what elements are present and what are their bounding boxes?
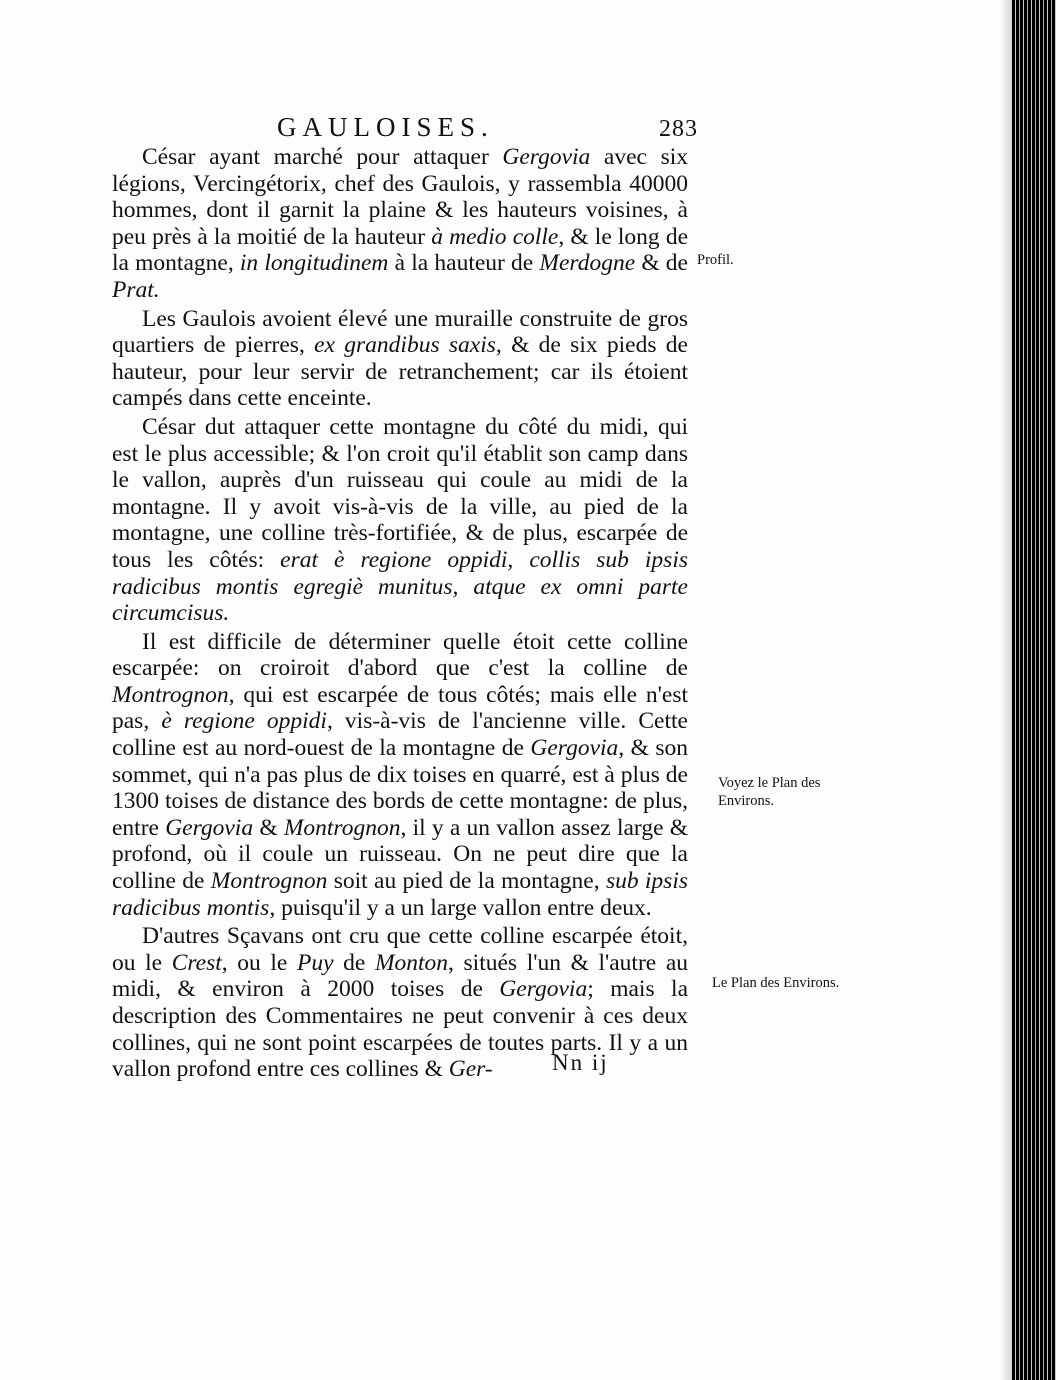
page-number: 283	[659, 116, 698, 142]
margin-note-voyez-plan: Voyez le Plan des Environs.	[718, 775, 821, 809]
text-run: César ayant marché pour attaquer	[142, 144, 503, 170]
text-run: soit au pied de la montagne,	[327, 868, 606, 895]
paragraph	[112, 306, 688, 412]
italic-text: Montrognon	[112, 681, 229, 708]
italic-text: Ger-	[448, 1056, 493, 1083]
italic-text: Crest	[171, 949, 222, 976]
margin-note-profil: Profil.	[697, 252, 734, 268]
italic-text: Gergovia	[530, 735, 619, 762]
italic-text: ex grandibus saxis	[314, 332, 496, 359]
italic-text: Monton	[374, 949, 449, 976]
text-run: Les Gaulois avoient élevé une muraille construite de gros quartiers de pierres,	[112, 305, 688, 359]
text-run: ; mais la description des Commentaires ne peut convenir à ces deux collines, qui ne sont point escarpées de toutes parts. Il y a un vallon profond entre ces collines &	[112, 976, 688, 1083]
text-run: , puisqu'il y a un large vallon entre deux.	[269, 894, 652, 921]
italic-text: Gergovia	[499, 976, 588, 1003]
italic-text: Puy	[296, 949, 334, 976]
italic-text: Gergovia	[502, 144, 591, 170]
text-run: &	[253, 814, 284, 841]
italic-text: Gergovia	[165, 814, 254, 841]
text-run: , vis-à-vis de l'ancienne ville. Cette colline est au nord-ouest de la montagne de	[112, 708, 688, 762]
margin-note-plan-environs: Le Plan des Environs.	[712, 975, 840, 991]
body-text	[112, 144, 688, 1083]
text-run: , & son sommet, qui n'a pas plus de dix toises en quarré, est à plus de 1300 toises de distance des bords de cette montagne: de plus, entre	[112, 735, 688, 841]
italic-text: in longitudinem	[239, 250, 389, 277]
running-head: GAULOISES.	[277, 112, 494, 142]
text-run: de	[333, 949, 375, 976]
text-run: César dut attaquer cette montagne du côté du midi, qui est le plus accessible; & l'on croit qu'il établit son camp dans le vallon, auprès d'un ruisseau qui coule au midi de la montagne. Il y avoit vis-à-vis de la ville, au pied de la montagne, une colline très-fortifiée, & de plus, escarpée de tous les côtés:	[112, 413, 688, 573]
text-run: & de	[635, 250, 688, 277]
text-run: , & de six pieds de hauteur, pour leur servir de retranchement; car ils étoient campés dans cette enceinte.	[112, 332, 688, 412]
italic-text: Prat.	[112, 276, 160, 303]
text-run: , & le long de la montagne,	[112, 223, 689, 277]
text-run: , il y a un vallon assez large & profond, où il coule un ruisseau. On ne peut dire que la colline de	[112, 814, 689, 895]
italic-text: è regione oppidi	[161, 708, 327, 735]
text-run: à la hauteur de	[388, 250, 540, 277]
book-edge	[1012, 0, 1056, 1380]
text-run: , situés l'un & l'autre au midi, & environ à 2000 toises de	[112, 949, 688, 1003]
paragraph	[112, 629, 688, 922]
text-run: D'autres Sçavans ont cru que cette colline escarpée étoit, ou le	[112, 923, 688, 976]
signature-mark: Nn ij	[552, 1050, 609, 1075]
italic-text: Montrognon	[283, 814, 401, 841]
text-run: , qui est escarpée de tous côtés; mais elle n'est pas,	[112, 681, 688, 735]
text-run: avec six légions, Vercingétorix, chef des Gaulois, y rassembla 40000 hommes, dont il garnit la plaine & les hauteurs voisines, à peu près à la moitié de la hauteur	[112, 144, 689, 250]
italic-text: sub ipsis radicibus montis	[112, 868, 689, 921]
text-run: Il est difficile de déterminer quelle étoit cette colline escarpée: on croiroit d'abord que c'est la colline de	[112, 628, 688, 682]
italic-text: Merdogne	[539, 250, 636, 277]
paragraph	[112, 414, 688, 627]
italic-text: Montrognon	[210, 868, 328, 895]
italic-text: erat è regione oppidi, collis sub ipsis radicibus montis egregiè munitus, atque ex omni parte circumcisus.	[112, 546, 689, 627]
paragraph	[112, 144, 688, 304]
italic-text: à medio colle	[431, 223, 559, 250]
text-run: , ou le	[221, 949, 297, 976]
page-header	[112, 108, 698, 148]
